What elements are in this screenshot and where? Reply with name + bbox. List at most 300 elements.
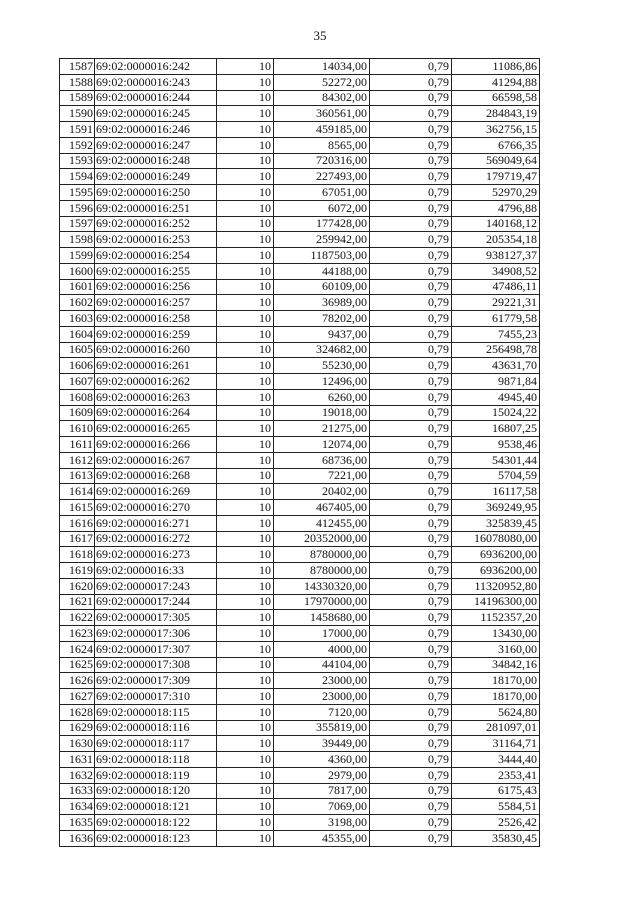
coefficient-cell: 0,79 (370, 279, 452, 295)
cadastral-number-cell: 69:02:0000017:309 (95, 673, 217, 689)
row-number-cell: 1595 (60, 185, 95, 201)
amount-cell: 3198,00 (274, 815, 370, 831)
amount-cell: 12496,00 (274, 374, 370, 390)
row-number-cell: 1608 (60, 389, 95, 405)
table-row (60, 452, 540, 468)
result-cell: 34908,52 (452, 263, 540, 279)
coefficient-cell: 0,79 (370, 752, 452, 768)
row-number-cell: 1624 (60, 641, 95, 657)
result-cell: 2353,41 (452, 767, 540, 783)
coefficient-cell: 0,79 (370, 783, 452, 799)
result-cell: 18170,00 (452, 673, 540, 689)
coefficient-cell: 0,79 (370, 657, 452, 673)
value-cell: 10 (217, 610, 274, 626)
amount-cell: 8780000,00 (274, 547, 370, 563)
amount-cell: 44104,00 (274, 657, 370, 673)
cadastral-number-cell: 69:02:0000016:258 (95, 311, 217, 327)
row-number-cell: 1633 (60, 783, 95, 799)
amount-cell: 7069,00 (274, 799, 370, 815)
cadastral-number-cell: 69:02:0000016:260 (95, 342, 217, 358)
cadastral-number-cell: 69:02:0000016:262 (95, 374, 217, 390)
amount-cell: 355819,00 (274, 720, 370, 736)
table-row (60, 673, 540, 689)
value-cell: 10 (217, 767, 274, 783)
value-cell: 10 (217, 342, 274, 358)
row-number-cell: 1626 (60, 673, 95, 689)
coefficient-cell: 0,79 (370, 311, 452, 327)
coefficient-cell: 0,79 (370, 232, 452, 248)
result-cell: 369249,95 (452, 500, 540, 516)
result-cell: 5704,59 (452, 468, 540, 484)
cadastral-number-cell: 69:02:0000016:261 (95, 358, 217, 374)
value-cell: 10 (217, 200, 274, 216)
amount-cell: 14330320,00 (274, 578, 370, 594)
table-row (60, 389, 540, 405)
cadastral-number-cell: 69:02:0000017:306 (95, 626, 217, 642)
row-number-cell: 1591 (60, 122, 95, 138)
value-cell: 10 (217, 248, 274, 264)
cadastral-number-cell: 69:02:0000016:267 (95, 452, 217, 468)
amount-cell: 45355,00 (274, 830, 370, 846)
table-row (60, 563, 540, 579)
row-number-cell: 1616 (60, 515, 95, 531)
result-cell: 35830,45 (452, 830, 540, 846)
row-number-cell: 1592 (60, 137, 95, 153)
row-number-cell: 1615 (60, 500, 95, 516)
coefficient-cell: 0,79 (370, 216, 452, 232)
cadastral-number-cell: 69:02:0000016:251 (95, 200, 217, 216)
coefficient-cell: 0,79 (370, 484, 452, 500)
row-number-cell: 1632 (60, 767, 95, 783)
amount-cell: 17970000,00 (274, 594, 370, 610)
amount-cell: 7817,00 (274, 783, 370, 799)
amount-cell: 60109,00 (274, 279, 370, 295)
result-cell: 54301,44 (452, 452, 540, 468)
cadastral-number-cell: 69:02:0000017:307 (95, 641, 217, 657)
table-row (60, 59, 540, 75)
value-cell: 10 (217, 421, 274, 437)
result-cell: 11086,86 (452, 59, 540, 75)
row-number-cell: 1614 (60, 484, 95, 500)
amount-cell: 360561,00 (274, 106, 370, 122)
value-cell: 10 (217, 232, 274, 248)
cadastral-number-cell: 69:02:0000016:263 (95, 389, 217, 405)
value-cell: 10 (217, 783, 274, 799)
coefficient-cell: 0,79 (370, 153, 452, 169)
value-cell: 10 (217, 500, 274, 516)
cadastral-number-cell: 69:02:0000018:119 (95, 767, 217, 783)
row-number-cell: 1609 (60, 405, 95, 421)
row-number-cell: 1605 (60, 342, 95, 358)
table-row (60, 358, 540, 374)
cadastral-number-cell: 69:02:0000016:247 (95, 137, 217, 153)
row-number-cell: 1590 (60, 106, 95, 122)
row-number-cell: 1635 (60, 815, 95, 831)
cadastral-number-cell: 69:02:0000016:244 (95, 90, 217, 106)
table-row (60, 421, 540, 437)
row-number-cell: 1618 (60, 547, 95, 563)
table-row (60, 468, 540, 484)
cadastral-number-cell: 69:02:0000016:271 (95, 515, 217, 531)
result-cell: 6936200,00 (452, 547, 540, 563)
amount-cell: 12074,00 (274, 437, 370, 453)
table-row (60, 153, 540, 169)
result-cell: 13430,00 (452, 626, 540, 642)
coefficient-cell: 0,79 (370, 799, 452, 815)
cadastral-number-cell: 69:02:0000017:243 (95, 578, 217, 594)
amount-cell: 412455,00 (274, 515, 370, 531)
result-cell: 66598,58 (452, 90, 540, 106)
value-cell: 10 (217, 137, 274, 153)
result-cell: 29221,31 (452, 295, 540, 311)
coefficient-cell: 0,79 (370, 815, 452, 831)
row-number-cell: 1594 (60, 169, 95, 185)
cadastral-number-cell: 69:02:0000016:269 (95, 484, 217, 500)
cadastral-number-cell: 69:02:0000017:244 (95, 594, 217, 610)
cadastral-number-cell: 69:02:0000016:246 (95, 122, 217, 138)
row-number-cell: 1610 (60, 421, 95, 437)
result-cell: 18170,00 (452, 689, 540, 705)
result-cell: 5584,51 (452, 799, 540, 815)
table-row (60, 374, 540, 390)
amount-cell: 6260,00 (274, 389, 370, 405)
table-row (60, 90, 540, 106)
table-row (60, 799, 540, 815)
table-row (60, 641, 540, 657)
value-cell: 10 (217, 547, 274, 563)
value-cell: 10 (217, 484, 274, 500)
value-cell: 10 (217, 263, 274, 279)
row-number-cell: 1628 (60, 704, 95, 720)
coefficient-cell: 0,79 (370, 547, 452, 563)
row-number-cell: 1622 (60, 610, 95, 626)
value-cell: 10 (217, 90, 274, 106)
value-cell: 10 (217, 815, 274, 831)
result-cell: 205354,18 (452, 232, 540, 248)
value-cell: 10 (217, 563, 274, 579)
cadastral-number-cell: 69:02:0000017:310 (95, 689, 217, 705)
coefficient-cell: 0,79 (370, 137, 452, 153)
row-number-cell: 1589 (60, 90, 95, 106)
cadastral-number-cell: 69:02:0000017:305 (95, 610, 217, 626)
page-number: 35 (313, 28, 327, 43)
result-cell: 16807,25 (452, 421, 540, 437)
table-row (60, 342, 540, 358)
cadastral-number-cell: 69:02:0000018:118 (95, 752, 217, 768)
amount-cell: 7221,00 (274, 468, 370, 484)
table-row (60, 216, 540, 232)
table-row (60, 704, 540, 720)
coefficient-cell: 0,79 (370, 452, 452, 468)
coefficient-cell: 0,79 (370, 704, 452, 720)
result-cell: 11320952,80 (452, 578, 540, 594)
amount-cell: 36989,00 (274, 295, 370, 311)
table-row (60, 531, 540, 547)
result-cell: 1152357,20 (452, 610, 540, 626)
amount-cell: 9437,00 (274, 326, 370, 342)
cadastral-number-cell: 69:02:0000016:254 (95, 248, 217, 264)
row-number-cell: 1588 (60, 74, 95, 90)
amount-cell: 67051,00 (274, 185, 370, 201)
table-row (60, 720, 540, 736)
result-cell: 3444,40 (452, 752, 540, 768)
table-row (60, 610, 540, 626)
table-row (60, 594, 540, 610)
cadastral-number-cell: 69:02:0000016:259 (95, 326, 217, 342)
row-number-cell: 1612 (60, 452, 95, 468)
table-row (60, 122, 540, 138)
row-number-cell: 1630 (60, 736, 95, 752)
table-body (60, 59, 540, 847)
table-row (60, 830, 540, 846)
cadastral-number-cell: 69:02:0000016:248 (95, 153, 217, 169)
amount-cell: 20352000,00 (274, 531, 370, 547)
result-cell: 9538,46 (452, 437, 540, 453)
value-cell: 10 (217, 374, 274, 390)
coefficient-cell: 0,79 (370, 626, 452, 642)
row-number-cell: 1604 (60, 326, 95, 342)
cadastral-number-cell: 69:02:0000016:265 (95, 421, 217, 437)
value-cell: 10 (217, 106, 274, 122)
value-cell: 10 (217, 326, 274, 342)
table-row (60, 326, 540, 342)
value-cell: 10 (217, 185, 274, 201)
cadastral-number-cell: 69:02:0000018:117 (95, 736, 217, 752)
table-row (60, 311, 540, 327)
value-cell: 10 (217, 153, 274, 169)
amount-cell: 259942,00 (274, 232, 370, 248)
table-row (60, 515, 540, 531)
cadastral-table (59, 58, 540, 847)
value-cell: 10 (217, 452, 274, 468)
row-number-cell: 1607 (60, 374, 95, 390)
amount-cell: 720316,00 (274, 153, 370, 169)
result-cell: 256498,78 (452, 342, 540, 358)
coefficient-cell: 0,79 (370, 374, 452, 390)
row-number-cell: 1627 (60, 689, 95, 705)
value-cell: 10 (217, 122, 274, 138)
cadastral-number-cell: 69:02:0000016:242 (95, 59, 217, 75)
coefficient-cell: 0,79 (370, 421, 452, 437)
row-number-cell: 1636 (60, 830, 95, 846)
cadastral-number-cell: 69:02:0000016:268 (95, 468, 217, 484)
coefficient-cell: 0,79 (370, 122, 452, 138)
cadastral-number-cell: 69:02:0000018:115 (95, 704, 217, 720)
row-number-cell: 1599 (60, 248, 95, 264)
coefficient-cell: 0,79 (370, 468, 452, 484)
row-number-cell: 1593 (60, 153, 95, 169)
cadastral-number-cell: 69:02:0000018:122 (95, 815, 217, 831)
table-row (60, 689, 540, 705)
table-row (60, 657, 540, 673)
value-cell: 10 (217, 437, 274, 453)
cadastral-number-cell: 69:02:0000016:243 (95, 74, 217, 90)
amount-cell: 177428,00 (274, 216, 370, 232)
cadastral-number-cell: 69:02:0000016:252 (95, 216, 217, 232)
table-row (60, 279, 540, 295)
result-cell: 140168,12 (452, 216, 540, 232)
result-cell: 16078080,00 (452, 531, 540, 547)
cadastral-number-cell: 69:02:0000017:308 (95, 657, 217, 673)
table-row (60, 200, 540, 216)
value-cell: 10 (217, 594, 274, 610)
amount-cell: 55230,00 (274, 358, 370, 374)
row-number-cell: 1600 (60, 263, 95, 279)
value-cell: 10 (217, 216, 274, 232)
row-number-cell: 1598 (60, 232, 95, 248)
coefficient-cell: 0,79 (370, 736, 452, 752)
table-row (60, 248, 540, 264)
result-cell: 362756,15 (452, 122, 540, 138)
result-cell: 14196300,00 (452, 594, 540, 610)
cadastral-number-cell: 69:02:0000016:257 (95, 295, 217, 311)
table-row (60, 185, 540, 201)
table-row (60, 106, 540, 122)
cadastral-number-cell: 69:02:0000016:33 (95, 563, 217, 579)
row-number-cell: 1587 (60, 59, 95, 75)
result-cell: 7455,23 (452, 326, 540, 342)
result-cell: 34842,16 (452, 657, 540, 673)
cadastral-number-cell: 69:02:0000018:121 (95, 799, 217, 815)
row-number-cell: 1625 (60, 657, 95, 673)
cadastral-number-cell: 69:02:0000016:272 (95, 531, 217, 547)
table-row (60, 263, 540, 279)
coefficient-cell: 0,79 (370, 830, 452, 846)
value-cell: 10 (217, 279, 274, 295)
coefficient-cell: 0,79 (370, 389, 452, 405)
result-cell: 47486,11 (452, 279, 540, 295)
cadastral-number-cell: 69:02:0000016:266 (95, 437, 217, 453)
result-cell: 281097,01 (452, 720, 540, 736)
coefficient-cell: 0,79 (370, 185, 452, 201)
value-cell: 10 (217, 59, 274, 75)
value-cell: 10 (217, 468, 274, 484)
value-cell: 10 (217, 673, 274, 689)
amount-cell: 6072,00 (274, 200, 370, 216)
amount-cell: 324682,00 (274, 342, 370, 358)
result-cell: 52970,29 (452, 185, 540, 201)
row-number-cell: 1623 (60, 626, 95, 642)
amount-cell: 467405,00 (274, 500, 370, 516)
value-cell: 10 (217, 169, 274, 185)
amount-cell: 23000,00 (274, 689, 370, 705)
amount-cell: 21275,00 (274, 421, 370, 437)
coefficient-cell: 0,79 (370, 641, 452, 657)
table-row (60, 767, 540, 783)
result-cell: 4945,40 (452, 389, 540, 405)
value-cell: 10 (217, 405, 274, 421)
coefficient-cell: 0,79 (370, 248, 452, 264)
table-row (60, 484, 540, 500)
coefficient-cell: 0,79 (370, 358, 452, 374)
result-cell: 61779,58 (452, 311, 540, 327)
table-row (60, 547, 540, 563)
cadastral-number-cell: 69:02:0000016:255 (95, 263, 217, 279)
row-number-cell: 1620 (60, 578, 95, 594)
value-cell: 10 (217, 295, 274, 311)
amount-cell: 78202,00 (274, 311, 370, 327)
value-cell: 10 (217, 358, 274, 374)
value-cell: 10 (217, 720, 274, 736)
row-number-cell: 1629 (60, 720, 95, 736)
amount-cell: 8780000,00 (274, 563, 370, 579)
row-number-cell: 1631 (60, 752, 95, 768)
value-cell: 10 (217, 74, 274, 90)
table-row (60, 232, 540, 248)
coefficient-cell: 0,79 (370, 74, 452, 90)
value-cell: 10 (217, 389, 274, 405)
cadastral-number-cell: 69:02:0000018:116 (95, 720, 217, 736)
cadastral-number-cell: 69:02:0000016:250 (95, 185, 217, 201)
value-cell: 10 (217, 641, 274, 657)
coefficient-cell: 0,79 (370, 295, 452, 311)
result-cell: 6766,35 (452, 137, 540, 153)
row-number-cell: 1606 (60, 358, 95, 374)
value-cell: 10 (217, 830, 274, 846)
cadastral-number-cell: 69:02:0000016:264 (95, 405, 217, 421)
table-row (60, 500, 540, 516)
coefficient-cell: 0,79 (370, 405, 452, 421)
amount-cell: 52272,00 (274, 74, 370, 90)
row-number-cell: 1613 (60, 468, 95, 484)
value-cell: 10 (217, 752, 274, 768)
table-row (60, 578, 540, 594)
coefficient-cell: 0,79 (370, 767, 452, 783)
amount-cell: 459185,00 (274, 122, 370, 138)
cadastral-number-cell: 69:02:0000016:253 (95, 232, 217, 248)
coefficient-cell: 0,79 (370, 531, 452, 547)
result-cell: 179719,47 (452, 169, 540, 185)
result-cell: 284843,19 (452, 106, 540, 122)
row-number-cell: 1634 (60, 799, 95, 815)
value-cell: 10 (217, 799, 274, 815)
coefficient-cell: 0,79 (370, 673, 452, 689)
coefficient-cell: 0,79 (370, 594, 452, 610)
cadastral-number-cell: 69:02:0000016:270 (95, 500, 217, 516)
coefficient-cell: 0,79 (370, 326, 452, 342)
amount-cell: 2979,00 (274, 767, 370, 783)
result-cell: 4796,88 (452, 200, 540, 216)
value-cell: 10 (217, 736, 274, 752)
value-cell: 10 (217, 689, 274, 705)
coefficient-cell: 0,79 (370, 689, 452, 705)
table-row (60, 736, 540, 752)
result-cell: 325839,45 (452, 515, 540, 531)
result-cell: 16117,58 (452, 484, 540, 500)
amount-cell: 23000,00 (274, 673, 370, 689)
table-row (60, 74, 540, 90)
coefficient-cell: 0,79 (370, 263, 452, 279)
result-cell: 938127,37 (452, 248, 540, 264)
value-cell: 10 (217, 626, 274, 642)
coefficient-cell: 0,79 (370, 90, 452, 106)
table-row (60, 169, 540, 185)
amount-cell: 19018,00 (274, 405, 370, 421)
table-row (60, 783, 540, 799)
result-cell: 15024,22 (452, 405, 540, 421)
cadastral-number-cell: 69:02:0000016:245 (95, 106, 217, 122)
result-cell: 6175,43 (452, 783, 540, 799)
coefficient-cell: 0,79 (370, 169, 452, 185)
amount-cell: 4000,00 (274, 641, 370, 657)
coefficient-cell: 0,79 (370, 610, 452, 626)
table-row (60, 137, 540, 153)
coefficient-cell: 0,79 (370, 106, 452, 122)
amount-cell: 8565,00 (274, 137, 370, 153)
result-cell: 41294,88 (452, 74, 540, 90)
value-cell: 10 (217, 578, 274, 594)
result-cell: 5624,80 (452, 704, 540, 720)
